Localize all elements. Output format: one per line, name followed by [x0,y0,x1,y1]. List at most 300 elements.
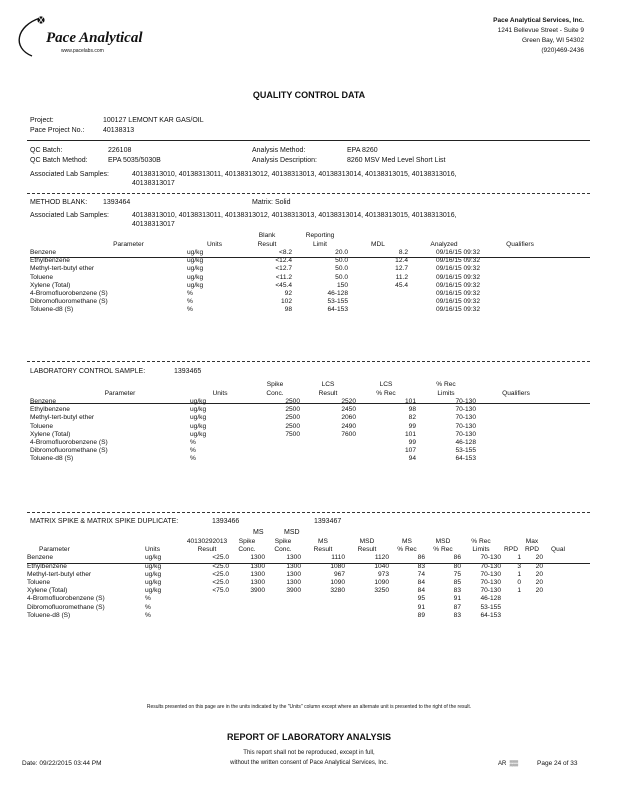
cell-msdp: 85 [453,579,461,587]
cell-q [476,455,556,463]
page-number: Page 24 of 33 [537,760,578,767]
cell-u: ug/kg [145,587,162,595]
cell-msdr [345,604,389,612]
cell-m: 12.7 [395,265,408,273]
cell-msr [301,604,345,612]
cell-msd: 1300 [286,579,301,587]
cell-l: 46-128 [327,290,348,298]
cell-p: Ethylbenzene [30,406,70,414]
table-row [30,414,556,422]
cell-p: 4-Bromofluorobenzene (S) [30,290,108,298]
col-rep-line2: Limit [313,241,327,248]
cell-q [480,265,560,273]
col-parameter: Parameter [104,390,136,397]
cell-msp: 84 [417,579,425,587]
cell-pr: 82 [408,414,416,422]
cell-l: 70-130 [455,414,476,422]
ms-top-label: MS [253,529,264,536]
method-blank-table [30,231,560,315]
cell-msd [265,612,301,620]
cell-u: % [145,603,151,611]
cell-msr: 1090 [330,579,345,587]
cell-r: <8.2 [278,249,292,256]
project-value: 100127 LEMONT KAR GAS/OIL [103,117,204,124]
cell-r [300,439,356,447]
cell-rpd: 0 [517,579,521,587]
cell-msr [301,612,345,620]
cell-m: 11.2 [395,273,408,281]
table-row [27,604,573,612]
table-row [27,612,573,620]
col-analyzed: Analyzed [430,241,458,248]
cell-l: 53-155 [455,447,476,455]
cell-u: ug/kg [145,570,162,578]
col-lcs-line1: LCS [321,381,335,388]
cell-u: ug/kg [190,406,207,414]
associated-samples-label: Associated Lab Samples: [30,171,109,178]
cell-max: 20 [535,587,543,595]
cell-p: Methyl-tert-butyl ether [30,265,95,273]
cell-q [476,439,556,447]
col-spike [250,380,300,398]
cell-p: Toluene [27,579,51,587]
cell-s: 2500 [285,398,300,405]
ms-res-line1: MS [318,538,328,545]
cell-msd [265,595,301,603]
cell-l: 50.0 [335,265,348,273]
table-header-row [30,380,556,398]
cell-p: Benzene [27,554,54,562]
divider [27,512,590,513]
msd-res-line1: MSD [359,538,375,545]
table-row [30,439,556,447]
cell-r: <12.4 [275,257,292,265]
cell-msd: 1300 [286,570,301,578]
cell-l: 70-130 [480,562,501,570]
cell-p: Dibromofluoromethane (S) [30,298,108,306]
cell-rpd: 1 [517,587,521,595]
footer-line1: This report shall not be reproduced, except in full, [243,750,375,756]
logo-text: Pace Analytical [46,30,143,46]
cell-pr: 101 [404,398,416,405]
report-date: Date: 09/22/2015 03:44 PM [22,760,102,767]
cell-l: 70-130 [455,422,476,430]
cell-max: 20 [535,579,543,587]
table-header-row [30,231,560,249]
cell-msdp: 80 [453,562,461,570]
cell-a: 09/16/15 09:32 [436,298,480,306]
ms-id: 1393466 [212,518,240,525]
col-result: Result [197,546,217,554]
cell-max [521,595,543,603]
cell-msp: 84 [417,587,425,595]
cell-msr: 1110 [331,554,345,562]
cell-q [476,431,556,439]
cell-s: 2500 [285,414,300,422]
cell-p: Toluene-d8 (S) [30,455,74,463]
qc-batch-method-label: QC Batch Method: [30,157,88,164]
cell-p: Toluene [30,422,54,430]
col-units: Units [212,390,228,397]
cell-l: 70-130 [455,430,476,438]
cell-msdr: 1120 [374,554,389,562]
cell-u: ug/kg [145,562,162,570]
cell-u: ug/kg [187,273,204,281]
cell-r: 7600 [341,430,356,438]
cell-q [480,298,560,306]
cell-max: 20 [535,562,543,570]
cell-l: 70-130 [455,406,476,414]
cell-ms: 1300 [250,579,265,587]
cell-a: 09/16/15 09:32 [436,273,480,281]
cell-msdp: 91 [453,595,461,603]
cell-msr: 1080 [330,562,345,570]
cell-max: 20 [535,554,543,562]
cell-p: Benzene [30,398,57,405]
msmsd-label: MATRIX SPIKE & MATRIX SPIKE DUPLICATE: [30,518,179,525]
cell-rpd: 1 [517,570,521,578]
cell-u: % [145,595,151,603]
footer-line2: without the written consent of Pace Analytical Services, Inc. [230,760,388,766]
cell-p: Methyl-tert-butyl ether [27,570,92,578]
divider [27,361,590,362]
cell-l: 20.0 [335,249,348,256]
pace-logo-graphic [10,10,150,62]
company-block [493,16,584,56]
col-parameter: Parameter [39,546,70,554]
cell-pr: 99 [408,439,416,447]
cell-l: 64-153 [455,455,476,463]
col-spike-line2: Conc. [266,390,284,397]
cell-msdp: 86 [453,554,461,562]
cell-p: Xylene (Total) [27,587,68,595]
qc-batch-value: 226108 [108,147,132,154]
cell-max [521,612,543,620]
cell-u: ug/kg [190,398,207,405]
cell-p: 4-Bromofluorobenzene (S) [27,595,105,603]
cell-q [480,249,560,257]
mb-associated-label: Associated Lab Samples: [30,212,109,219]
table-row [30,306,560,314]
cell-q [480,257,560,265]
ms-rec-line2: % Rec [397,546,417,554]
ms-spike-line1: Spike [238,538,256,545]
cell-l: 70-130 [480,587,501,595]
ms-spike-line2: Conc. [238,546,256,554]
cell-p: Benzene [30,249,57,256]
col-parameter: Parameter [113,241,144,248]
cell-m [348,290,408,298]
cell-u: % [190,455,196,463]
cell-l: 70-130 [455,398,476,405]
table-row [30,274,560,282]
cell-res [185,604,229,612]
lcs-id: 1393465 [174,368,202,375]
col-blank-line1: Blank [258,232,276,239]
analysis-description-label: Analysis Description: [252,157,317,164]
cell-q [480,306,560,314]
cell-u: ug/kg [145,554,162,562]
project-no-label: Pace Project No.: [30,127,85,134]
mb-associated-line2: 40138313017 [132,221,175,228]
cell-msdp: 83 [453,587,461,595]
cell-l: 64-153 [327,306,348,314]
cell-msr [301,595,345,603]
cell-l: 46-128 [480,595,501,603]
cell-u: ug/kg [190,414,207,422]
cell-l: 64-153 [480,611,501,619]
cell-p: 4-Bromofluorobenzene (S) [30,439,108,447]
table-row [30,257,560,265]
table-row [27,579,573,587]
cell-ms: 3900 [250,587,265,595]
table-row [30,290,560,298]
cell-a: 09/16/15 09:32 [436,249,480,256]
col-qual: Qual [551,546,565,554]
cell-l: 53-155 [480,603,501,611]
associated-samples-line1: 40138313010, 40138313011, 40138313012, 40138313013, 40138313014, 40138313015, 40138313016, [132,171,457,178]
table-row [30,298,560,306]
analysis-method-value: EPA 8260 [347,147,378,154]
cell-pr: 99 [408,422,416,430]
analysis-description-value: 8260 MSV Med Level Short List [347,157,446,164]
cell-r: 2490 [341,422,356,430]
cell-res: <25.0 [212,554,229,562]
rec-line1: % Rec [471,538,491,545]
cell-m [348,298,408,306]
cell-msd: 1300 [286,562,301,570]
sample-id-row [27,538,573,546]
col-rec-line1: % Rec [436,381,456,388]
cell-l: 50.0 [335,257,348,265]
max-line2: RPD [525,546,539,554]
cell-m: 12.4 [395,257,408,265]
cell-msp: 91 [417,603,425,611]
cell-ms [229,595,265,603]
cell-q [543,587,573,595]
mb-associated-line1: 40138313010, 40138313011, 40138313012, 40138313013, 40138313014, 40138313015, 40138313016, [132,212,457,219]
cell-a: 09/16/15 09:32 [436,306,480,314]
cell-u: % [190,439,196,447]
col-reporting-limit [292,231,348,249]
cell-p: Toluene-d8 (S) [30,306,74,314]
cell-res [185,612,229,620]
cell-r: 102 [280,298,292,306]
cell-q [543,604,573,612]
table-row [30,249,560,257]
cell-l: 70-130 [480,579,501,587]
cell-q [543,554,573,562]
table-row [27,571,573,579]
col-units: Units [206,241,223,248]
cell-msp: 74 [417,570,425,578]
company-phone: (920)469-2436 [541,47,584,54]
cell-msd: 3900 [286,587,301,595]
cell-q [543,595,573,603]
cell-msp: 95 [417,595,425,603]
page-title: QUALITY CONTROL DATA [252,90,366,100]
cell-ms: 1300 [250,554,265,562]
cell-s [250,439,300,447]
cell-m [348,306,408,314]
cell-msd [265,604,301,612]
cell-r [300,455,356,463]
table-row [30,431,556,439]
table-row [30,406,556,414]
cell-l: 50.0 [335,273,348,281]
cell-msdr: 973 [377,570,389,578]
qc-batch-method-value: EPA 5035/5030B [108,157,161,164]
analysis-method-label: Analysis Method: [252,147,306,154]
company-name: Pace Analytical Services, Inc. [493,17,584,24]
units-note: Results presented on this page are in the units indicated by the "Units" column except where an alternate unit is presented to the right of the result. [146,704,472,710]
cell-msdp: 83 [453,611,461,619]
cell-p: Dibromofluoromethane (S) [30,447,108,455]
cell-u: % [187,290,193,298]
cell-ms: 1300 [250,570,265,578]
cell-res [185,595,229,603]
cell-q [480,274,560,282]
cell-rpd: 1 [517,554,521,562]
cell-msp: 83 [417,562,425,570]
cell-u: % [187,298,193,306]
table-row [30,455,556,463]
cell-rpd: 3 [517,562,521,570]
cell-pr: 94 [408,455,416,463]
table-row [27,587,573,595]
cell-s [250,447,300,455]
cell-rpd [501,595,521,603]
cell-s: 2500 [285,406,300,414]
col-rep-line1: Reporting [305,232,335,239]
cell-r: 92 [284,290,292,298]
associated-samples-line2: 40138313017 [132,180,175,187]
cell-msp: 89 [417,611,425,619]
cell-res: <75.0 [212,587,229,595]
cell-l: 46-128 [455,439,476,447]
table-row [27,595,573,603]
msd-spike-line1: Spike [274,538,292,545]
cell-p: Toluene [30,273,54,281]
cell-a: 09/16/15 09:32 [436,257,480,265]
cell-q [543,612,573,620]
cell-u: % [190,447,196,455]
msd-res-line2: Result [357,546,377,554]
cell-res: <25.0 [212,579,229,587]
table-row [30,423,556,431]
cell-res: <25.0 [212,570,229,578]
cell-s [250,455,300,463]
cell-ms [229,612,265,620]
cell-r: 2450 [341,406,356,414]
max-line1: Max [525,538,539,545]
cell-q [543,571,573,579]
rec-line2: Limits [472,546,490,554]
cell-res: <25.0 [212,562,229,570]
col-lcs-result [300,380,356,398]
msd-rec-line1: MSD [435,538,451,545]
company-address1: 1241 Bellevue Street - Suite 9 [497,27,584,34]
cell-max [521,604,543,612]
method-blank-id: 1393464 [103,199,131,206]
method-blank-label: METHOD BLANK: [30,199,88,206]
col-lcs-rec [356,380,416,398]
cell-pr: 98 [408,406,416,414]
cell-p: Dibromofluoromethane (S) [27,603,105,611]
cell-q [476,414,556,422]
cell-l: 53-155 [327,298,348,306]
project-no-value: 40138313 [103,127,135,134]
cell-a: 09/16/15 09:32 [436,290,480,298]
cell-u: % [187,306,193,314]
cell-msd: 1300 [286,554,301,562]
lcs-table [30,380,556,464]
col-spike-line1: Spike [266,381,284,388]
cell-r [300,447,356,455]
cell-q [476,423,556,431]
cell-m: 8.2 [398,249,408,256]
cell-u: ug/kg [187,265,204,273]
cell-u: % [145,611,151,619]
cell-msdr: 1040 [374,562,389,570]
msd-id: 1393467 [314,518,342,525]
msd-spike-line2: Conc. [274,546,292,554]
msd-rec-line2: % Rec [433,546,453,554]
ms-res-line2: Result [313,546,333,554]
cell-q [543,579,573,587]
cell-u: ug/kg [187,281,204,289]
cell-p: Ethylbenzene [30,257,70,265]
cell-u: ug/kg [190,422,207,430]
cell-p: Xylene (Total) [30,281,71,289]
project-label: Project: [30,117,54,124]
cell-msr: 967 [333,570,345,578]
cell-r: 98 [284,306,292,314]
table-rule [30,257,590,258]
ms-rec-line1: MS [402,538,412,545]
sample-id: 40130292013 [186,538,228,545]
table-header-row [27,546,573,554]
cell-msdp: 87 [453,603,461,611]
table-rule [30,403,590,404]
col-qualifiers: Qualifiers [506,241,534,248]
qc-batch-label: QC Batch: [30,147,63,154]
col-rpd: RPD [504,546,518,554]
cell-q [480,290,560,298]
cell-msdp: 75 [453,570,461,578]
col-rec-line2: Limits [437,390,455,397]
cell-r: <11.2 [275,273,292,281]
cell-l: 70-130 [480,554,501,562]
cell-msdr: 1090 [374,579,389,587]
cell-ms [229,604,265,612]
cell-p: Methyl-tert-butyl ether [30,414,95,422]
cell-l: 150 [336,281,348,289]
col-blank-line2: Result [257,241,277,248]
table-row [30,447,556,455]
cell-msdr [345,595,389,603]
cell-pr: 107 [404,447,416,455]
cell-s: 2500 [285,422,300,430]
cell-p: Ethylbenzene [27,562,67,570]
report-title: REPORT OF LABORATORY ANALYSIS [226,732,392,742]
cell-a: 09/16/15 09:32 [436,281,480,289]
cell-q [476,447,556,455]
cell-m: 45.4 [395,281,408,289]
cell-rpd [501,604,521,612]
msd-top-label: MSD [284,529,300,536]
col-lcsr-line2: % Rec [376,390,396,397]
